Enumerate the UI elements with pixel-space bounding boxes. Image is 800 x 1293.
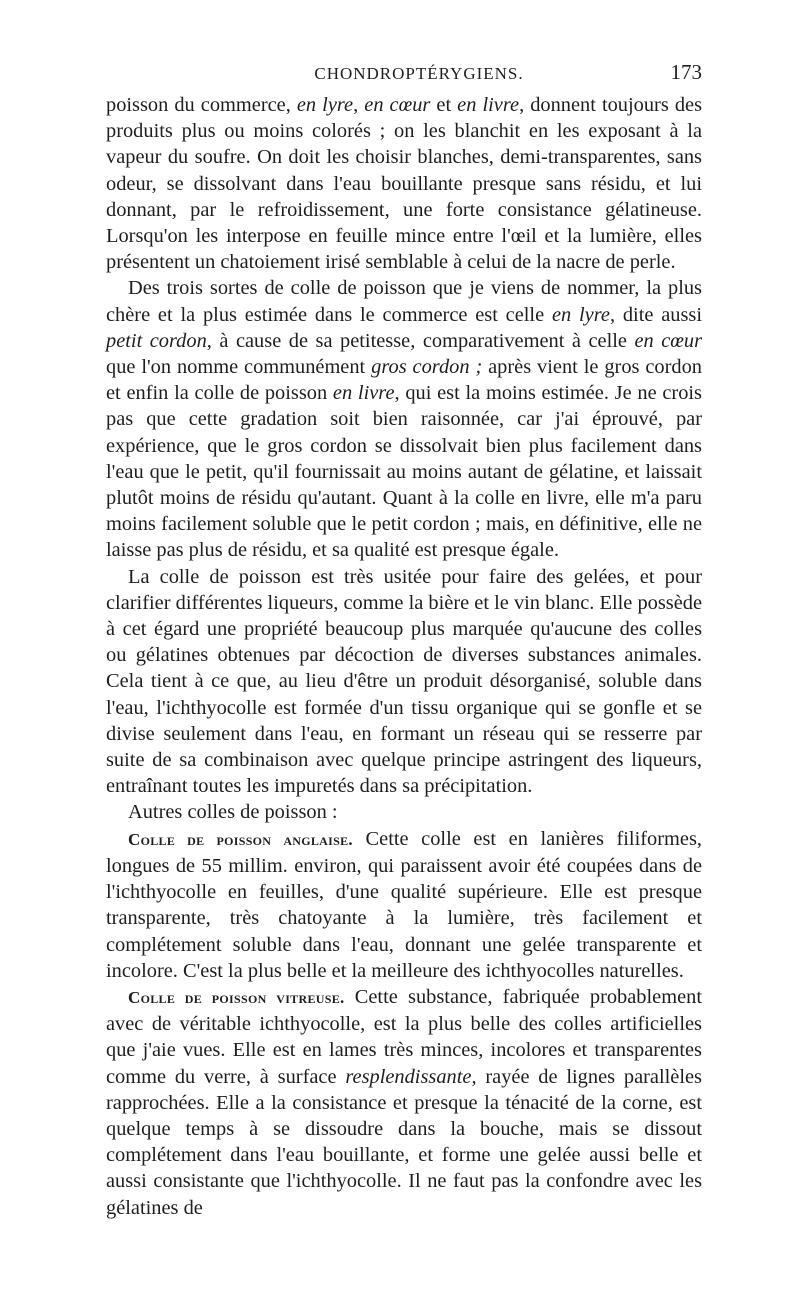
text-run: que l'on nomme communément xyxy=(106,356,372,379)
text-run: Cette substance, fabriquée probablement avec de véritable ichthyocolle, est la plus belle des colles artificielles que j'aie vues. Elle est en lames très minces, incolores et transparentes comme du verre, à surface xyxy=(106,985,702,1088)
text-run: Des trois sortes de colle de poisson que je viens de nommer, la plus chère et la plus estimée dans le commerce est celle xyxy=(106,277,702,326)
text-run: et xyxy=(430,94,458,116)
section-lead-heading: Colle de poisson vitreuse. xyxy=(128,987,345,1007)
text-run: Autres colles de poisson : xyxy=(128,801,338,824)
text-run: poisson du commerce, xyxy=(106,94,297,116)
text-run: La colle de poisson est très usitée pour faire des gelées, et pour clarifier différentes liqueurs, comme la bière et le vin blanc. Elle possède à cet égard une propriété beaucoup plus marquée qu'aucune des colles ou gélatines obtenues par décoction de diverses substances animales. Cela tient à ce que, au lieu d'être un produit désorganisé, soluble dans l'eau, l'ichthyocolle est formée d'un tissu organique qui se gonfle et se divise seulement dans l'eau, en formant un réseau qui se resserre par suite de sa combinaison avec quelque principe astringent des liqueurs, entraînant toutes les impuretés dans sa précipitation. xyxy=(106,565,702,798)
paragraph xyxy=(106,564,702,800)
running-title: CHONDROPTÉRYGIENS. xyxy=(314,64,524,83)
paragraph xyxy=(106,984,702,1221)
italic-term: petit cordon xyxy=(106,329,207,352)
text-run: , à cause de sa petitesse, comparativement à celle xyxy=(206,329,635,352)
italic-term: gros cordon ; xyxy=(371,356,483,379)
text-run: , qui est la moins estimée. Je ne crois pas que cette gradation soit bien raisonnée, car j'ai éprouvé, par expérience, que le gros cordon se dissolvait bien plus facilement dans l'eau que le petit, qu'il fournissait au moins autant de gélatine, et laissait plutôt moins de résidu qu'autant. Quant à la colle en livre, elle m'a paru moins facilement soluble que le petit cordon ; mais, en définitive, elle ne laisse pas plus de résidu, et sa qualité est presque égale. xyxy=(106,382,702,562)
italic-term: en lyre xyxy=(551,303,610,326)
italic-term: en cœur xyxy=(364,94,431,116)
italic-term: resplendissante xyxy=(345,1065,472,1088)
text-run: après vient le gros cordon et enfin la colle de poisson xyxy=(106,356,702,405)
italic-term: en cœur xyxy=(634,329,703,352)
paragraph xyxy=(106,275,702,563)
text-run: , donnent toujours des produits plus ou moins colorés ; on les blanchit en les exposant à la vapeur du soufre. On doit les choisir blanches, demi-transparentes, sans odeur, se dissolvant dans l'eau bouillante presque sans résidu, et lui donnant, par le refroidissement, une forte consistance gélatineuse. Lorsqu'on les interpose en feuille mince entre l'œil et la lumière, elles présentent un chatoiement irisé semblable à celui de la nacre de perle. xyxy=(106,94,703,274)
running-head xyxy=(106,58,702,92)
page-number: 173 xyxy=(670,60,702,84)
italic-term: en livre xyxy=(457,94,520,116)
italic-term: en lyre xyxy=(296,94,354,116)
italic-term: en livre xyxy=(332,382,395,405)
text-run: Cette colle est en lanières filiformes, longues de 55 millim. environ, qui paraissent avoir été coupées dans de l'ichthyocolle en feuilles, d'une qualité supérieure. Elle est presque transparente, très chatoyante à la lumière, très facilement et complétement soluble dans l'eau, donnant une gelée transparente et incolore. C'est la plus belle et la meilleure des ichthyocolles naturelles. xyxy=(106,827,702,982)
section-lead-heading: Colle de poisson anglaise. xyxy=(128,829,353,849)
text-run: , dite aussi xyxy=(609,303,703,326)
paragraph xyxy=(106,826,702,984)
text-run: , rayée de lignes parallèles rapprochées. Elle a la consistance et presque la ténacité de la corne, est quelque temps à se dissoudre dans la bouche, mais se dissout complétement dans l'eau bouillante, et forme une gelée aussi belle et aussi consistante que l'ichthyocolle. Il ne faut pas la confondre avec les gélatines de xyxy=(106,1065,702,1219)
body-text xyxy=(106,92,702,1221)
paragraph xyxy=(106,799,702,825)
paragraph xyxy=(106,92,702,275)
text-run: , xyxy=(353,94,365,116)
